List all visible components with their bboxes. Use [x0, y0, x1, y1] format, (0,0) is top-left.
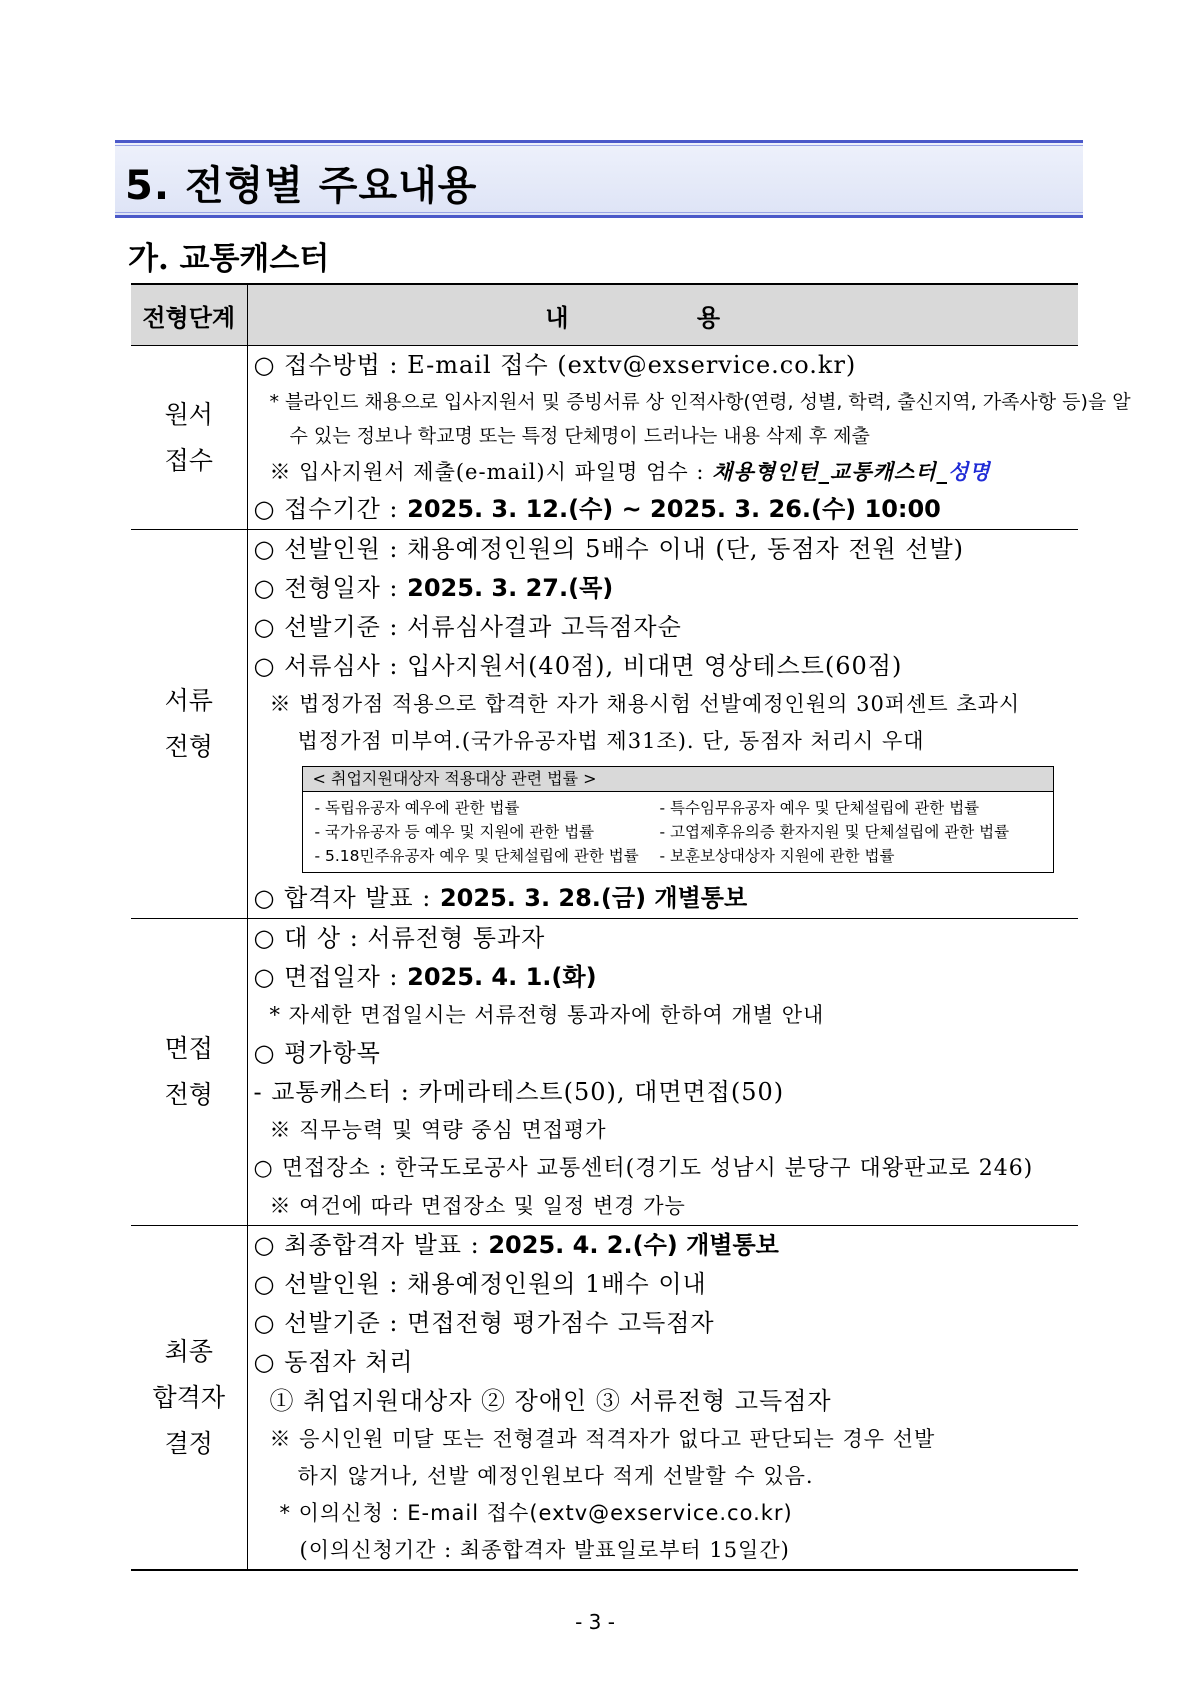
law-item: - 고엽제후유의증 환자지원 및 단체설립에 관한 법률: [659, 823, 1010, 841]
stage-label: 접수: [164, 445, 213, 475]
line-text: * 자세한 면접일시는 서류전형 통과자에 한하여 개별 안내: [269, 1003, 825, 1027]
line-text: 하지 않거나, 선발 예정인원보다 적게 선발할 수 있음.: [297, 1464, 814, 1488]
content-line: [254, 958, 1079, 997]
line-text: ○ 선발인원 : 채용예정인원의 5배수 이내 (단, 동점자 전원 선발): [253, 535, 965, 563]
stage-label: 결정: [164, 1428, 213, 1458]
sub-title: 가. 교통캐스터: [128, 241, 330, 277]
content-line: [254, 686, 1079, 723]
content-line: [254, 1382, 1079, 1421]
table-header-row: [131, 284, 1078, 346]
filename-name: 성명: [947, 459, 991, 484]
content-line: [254, 1458, 1079, 1495]
header-stage: 전형단계: [131, 284, 247, 346]
line-text: ※ 직무능력 및 역량 중심 면접평가: [269, 1118, 607, 1142]
content-line: [254, 997, 1079, 1034]
line-text: ※ 여건에 따라 면접장소 및 일정 변경 가능: [269, 1194, 686, 1218]
date-text: 2025. 3. 27.(목): [407, 574, 614, 602]
stage-cell: [131, 919, 247, 1226]
content-line: [254, 453, 1079, 490]
content-line: [254, 647, 1079, 686]
section-header: [115, 140, 1083, 218]
content-line: [254, 1532, 1079, 1569]
content-line: [254, 1073, 1079, 1112]
table-row: [131, 1226, 1078, 1571]
law-box-title: < 취업지원대상자 적용대상 관련 법률 >: [303, 767, 1053, 792]
content-line: [254, 1149, 1079, 1188]
stage-cell: [131, 1226, 247, 1571]
line-text: ○ 선발기준 : 서류심사결과 고득점자순: [253, 613, 682, 641]
content-cell: [247, 919, 1078, 1226]
header-rule-bottom: [115, 215, 1083, 218]
line-text: ※ 법정가점 적용으로 합격한 자가 채용시험 선발예정인원의 30퍼센트 초과시: [269, 692, 1021, 716]
line-text: ※ 입사지원서 제출(e-mail)시 파일명 엄수 :: [269, 460, 713, 484]
line-text: 수 있는 정보나 학교명 또는 특정 단체명이 드러나는 내용 삭제 후 제출: [289, 425, 870, 447]
header-content: [247, 284, 1078, 346]
line-text: 법정가점 미부여.(국가유공자법 제31조). 단, 동점자 처리시 우대: [297, 729, 925, 753]
law-item: - 국가유공자 등 예우 및 지원에 관한 법률: [314, 823, 595, 841]
announce-text: 2025. 3. 28.(금) 개별통보: [439, 884, 748, 912]
law-item: - 특수임무유공자 예우 및 단체설립에 관한 법률: [659, 799, 980, 817]
line-text: ○ 선발인원 : 채용예정인원의 1배수 이내: [253, 1270, 707, 1298]
content-cell: [247, 346, 1131, 530]
date-text: 2025. 4. 1.(화): [407, 963, 597, 991]
line-text: ○ 서류심사 : 입사지원서(40점), 비대면 영상테스트(60점): [253, 652, 903, 680]
line-text: * 블라인드 채용으로 입사지원서 및 증빙서류 상 인적사항(연령, 성별, 학력, 출신지역, 가족사항 등)을 알: [269, 391, 1131, 413]
selection-table: [131, 283, 1131, 1571]
content-line: [254, 346, 1079, 385]
law-box: [302, 766, 1054, 873]
content-line: [254, 1495, 1079, 1532]
stage-label: 최종: [164, 1336, 213, 1366]
content-cell: [247, 1226, 1078, 1571]
line-text: ○ 면접일자 :: [253, 963, 408, 991]
table-row: [131, 346, 1078, 530]
content-line: [254, 879, 1079, 918]
line-text: ○ 동점자 처리: [253, 1348, 414, 1376]
content-line: [254, 1343, 1079, 1382]
line-text: ○ 전형일자 :: [253, 574, 408, 602]
line-text: (이의신청기간 : 최종합격자 발표일로부터 15일간): [299, 1538, 790, 1562]
period-text: 2025. 3. 12.(수) ~ 2025. 3. 26.(수) 10:00: [407, 495, 941, 523]
line-text: ○ 대 상 : 서류전형 통과자: [253, 924, 546, 952]
content-line: [254, 1112, 1079, 1149]
content-line: [254, 1265, 1079, 1304]
line-text: ○ 면접장소 : 한국도로공사 교통센터(경기도 성남시 분당구 대왕판교로 246): [253, 1156, 1034, 1181]
line-text: ○ 선발기준 : 면접전형 평가점수 고득점자: [253, 1309, 715, 1337]
header-content-label: 내 용: [545, 303, 781, 332]
stage-label: 전형: [164, 732, 213, 761]
header-rule-top: [115, 140, 1083, 143]
content-line: [254, 608, 1079, 647]
filename-format: 채용형인턴_교통캐스터_: [712, 459, 948, 484]
law-column-right: [659, 796, 1010, 868]
line-text: * 이의신청 : E-mail 접수(extv@exservice.co.kr): [279, 1501, 793, 1525]
stage-label: 서류: [164, 686, 213, 715]
page-number: - 3 -: [575, 1610, 615, 1634]
line-text: ① 취업지원대상자 ② 장애인 ③ 서류전형 고득점자: [269, 1387, 832, 1415]
content-line: [254, 1034, 1079, 1073]
line-text: ※ 응시인원 미달 또는 전형결과 적격자가 없다고 판단되는 경우 선발: [269, 1427, 936, 1451]
content-line: [254, 1421, 1079, 1458]
announce-text: 2025. 4. 2.(수) 개별통보: [488, 1231, 779, 1259]
content-line: [254, 530, 1079, 569]
section-title: 5. 전형별 주요내용: [125, 163, 478, 209]
content-line: [254, 1226, 1079, 1265]
line-text: ○ 접수방법 : E-mail 접수 (extv@exservice.co.kr): [253, 351, 857, 379]
law-item: - 독립유공자 예우에 관한 법률: [314, 799, 520, 817]
line-text: ○ 평가항목: [253, 1039, 381, 1067]
stage-label: 합격자: [152, 1382, 225, 1412]
law-item: - 보훈보상대상자 지원에 관한 법률: [659, 847, 895, 865]
table-row: [131, 919, 1078, 1226]
stage-label: 면접: [164, 1034, 213, 1063]
law-column-left: [315, 796, 660, 868]
stage-label: 전형: [164, 1080, 213, 1109]
line-text: ○ 합격자 발표 :: [253, 884, 440, 912]
law-box-body: [303, 792, 1053, 872]
content-line: [254, 490, 1079, 529]
line-text: ○ 최종합격자 발표 :: [253, 1231, 489, 1259]
line-text: ○ 접수기간 :: [253, 495, 408, 523]
content-line: [254, 1188, 1079, 1225]
header-rule-top-thin: [115, 145, 1083, 146]
content-line: [254, 385, 1131, 419]
content-line: [254, 919, 1079, 958]
content-line: [254, 419, 1079, 453]
content-line: [254, 1304, 1079, 1343]
law-item: - 5.18민주유공자 예우 및 단체설립에 관한 법률: [314, 847, 639, 865]
table-row: [131, 530, 1078, 919]
line-text: - 교통캐스터 : 카메라테스트(50), 대면면접(50): [253, 1078, 785, 1106]
stage-cell: [131, 346, 247, 530]
stage-label: 원서: [164, 399, 213, 429]
content-line: [254, 723, 1079, 760]
header-rule-bottom-thin: [115, 212, 1083, 213]
stage-cell: [131, 530, 247, 919]
content-line: [254, 569, 1079, 608]
content-cell: [247, 530, 1078, 919]
